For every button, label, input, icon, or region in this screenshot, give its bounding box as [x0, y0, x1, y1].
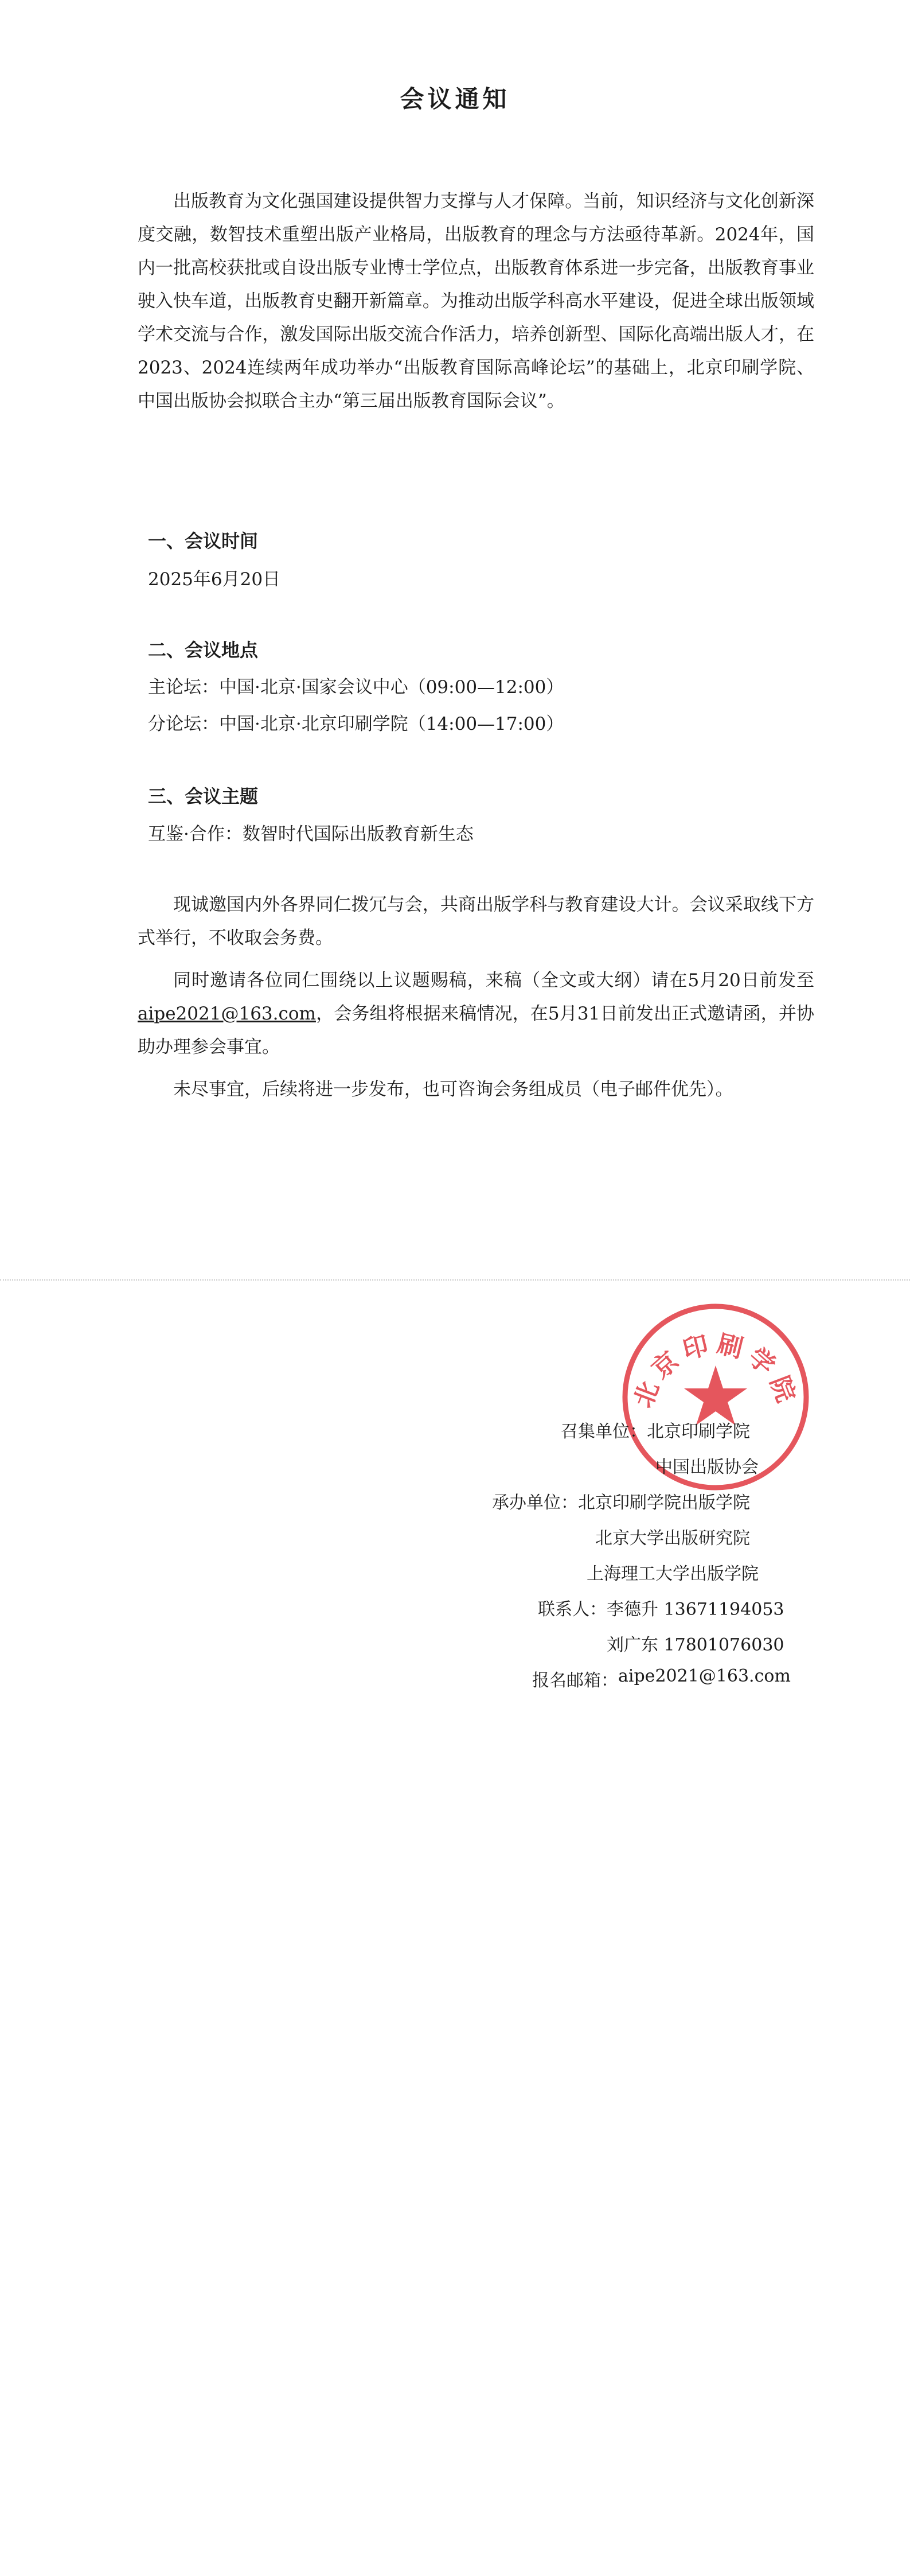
organizer-1: 北京印刷学院出版学院 — [578, 1493, 750, 1513]
contact-1: 李德升 13671194053 — [607, 1600, 784, 1620]
meeting-date: 2025年6月20日 — [148, 569, 281, 590]
organizer-label: 承办单位： — [492, 1493, 578, 1513]
register-email[interactable]: aipe2021@163.com — [618, 1666, 791, 1686]
venue-branch-forum: 分论坛：中国·北京·北京印刷学院（14:00—17:00） — [148, 714, 564, 734]
section-theme-heading: 三、会议主题 — [148, 785, 259, 807]
invite-p2-text-before: 同时邀请各位同仁围绕以上议题赐稿，来稿（全文或大纲）请在5月20日前发至 — [173, 970, 814, 991]
convener-2: 中国出版协会 — [655, 1457, 759, 1477]
page-title: 会议通知 — [400, 85, 510, 113]
invite-paragraph-3: 未尽事宜，后续将进一步发布，也可咨询会务组成员（电子邮件优先）。 — [173, 1079, 733, 1100]
contact-2: 刘广东 17801076030 — [607, 1635, 784, 1655]
intro-paragraph: 出版教育为文化强国建设提供智力支撑与人才保障。当前，知识经济与文化创新深度交融，数智技术重塑出版产业格局，出版教育的理念与方法亟待革新。2024年，国内一批高校获批或自设出版专业博士学位点，出版教育体系进一步完备，出版教育事业驶入快车道，出版教育史翻开新篇章。为推动出版学科高水平建设，促进全球出版领域学术交流与合作，激发国际出版交流合作活力，培养创新型、国际化高端出版人才，在2023、2024连续两年成功举办“出版教育国际高峰论坛”的基础上，北京印刷学院、中国出版协会拟联合主办“第三届出版教育国际会议”。 — [138, 191, 814, 411]
section-venue-heading: 二、会议地点 — [148, 639, 259, 661]
contact-label: 联系人： — [538, 1600, 607, 1620]
meeting-theme: 互鉴·合作：数智时代国际出版教育新生态 — [148, 824, 474, 845]
invite-p2-text-after: ，会务组将根据来稿情况，在5月31日前发出正式邀请函，并协助办理参会事宜。 — [138, 1003, 814, 1057]
convener-label: 召集单位： — [561, 1422, 647, 1442]
convener-1: 北京印刷学院 — [647, 1422, 750, 1442]
register-email-label: 报名邮箱： — [532, 1671, 618, 1691]
organizer-2: 北京大学出版研究院 — [595, 1528, 750, 1548]
invite-paragraph-2 — [138, 964, 814, 1064]
seal-text: 北京印刷学院 — [628, 1329, 803, 1412]
page-divider — [0, 1279, 910, 1281]
submission-email-link[interactable]: aipe2021@163.com — [138, 1003, 316, 1024]
venue-main-forum: 主论坛：中国·北京·国家会议中心（09:00—12:00） — [148, 677, 564, 698]
section-time-heading: 一、会议时间 — [148, 530, 259, 552]
invite-paragraph-1: 现诚邀国内外各界同仁拨冗与会，共商出版学科与教育建设大计。会议采取线下方式举行，不收取会务费。 — [138, 894, 814, 948]
organizer-3: 上海理工大学出版学院 — [587, 1564, 759, 1584]
